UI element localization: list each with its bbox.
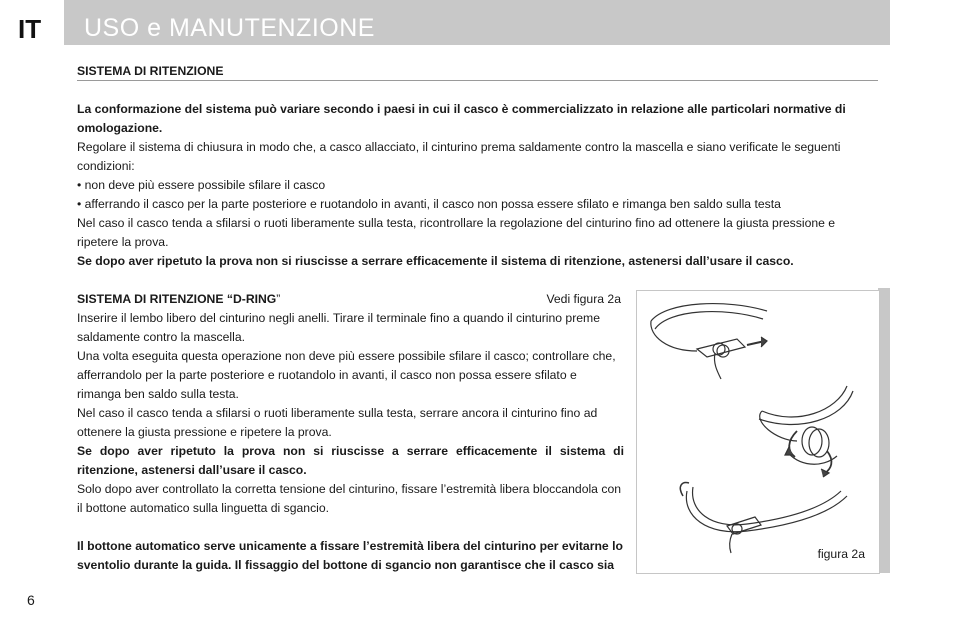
paragraph: Solo dopo aver controllato la corretta tensione del cinturino, fissare l’estremità libera bloccandola con il bottone automatico sulla linguetta di sgancio.: [77, 482, 621, 515]
bold-warning: Se dopo aver ripetuto la prova non si riuscisse a serrare efficacemente il sistema di ritenzione, astenersi dall’usare il casco.: [77, 444, 624, 477]
figure-caption: figura 2a: [817, 547, 865, 561]
d-ring-heading-row: [77, 290, 624, 309]
bold-intro: La conformazione del sistema può variare secondo i paesi in cui il casco è commercializzato in relazione alle particolari normative di omologazione.: [77, 102, 846, 135]
paragraph: Nel caso il casco tenda a sfilarsi o ruoti liberamente sulla testa, serrare ancora il cinturino fino ad ottenere la giusta pressione e ripetere la prova.: [77, 406, 598, 439]
page-title: USO e MANUTENZIONE: [84, 14, 375, 42]
paragraph: Nel caso il casco tenda a sfilarsi o ruoti liberamente sulla testa, ricontrollare la regolazione del cinturino fino ad ottenere la giusta pressione e ripetere la prova.: [77, 216, 836, 249]
section-retention-system-body: [77, 100, 878, 271]
figure-2a: [636, 290, 880, 574]
spacer: [77, 518, 624, 537]
paragraph: Regolare il sistema di chiusura in modo che, a casco allacciato, il cinturino prema saldamente contro la mascella e siano verificate le seguenti condizioni:: [77, 140, 841, 173]
figure-reference: Vedi figura 2a: [546, 292, 621, 306]
header-bar: [64, 0, 890, 45]
paragraph: Una volta eseguita questa operazione non deve più essere possibile sfilare il casco; controllare che, afferrandolo per la parte posteriore e ruotandolo in avanti, il casco non possa essere sfilato e rimanga ben saldo sulla testa.: [77, 349, 616, 401]
bold-warning: Se dopo aver ripetuto la prova non si riuscisse a serrare efficacemente il sistema di ritenzione, astenersi dall’usare il casco.: [77, 254, 794, 268]
bold-note: Il bottone automatico serve unicamente a fissare l’estremità libera del cinturino per evitarne lo sventolio durante la guida. Il fissaggio del bottone di sgancio non garantisce che il casco sia: [77, 539, 623, 572]
bullet-item: • afferrando il casco per la parte posteriore e ruotandolo in avanti, il casco non possa essere sfilato e rimanga ben saldo sulla testa: [77, 197, 781, 211]
section-title-retention-system: SISTEMA DI RITENZIONE: [77, 62, 878, 81]
d-ring-illustration: [637, 291, 879, 573]
section-d-ring-body: [77, 290, 624, 575]
language-label: IT: [18, 14, 42, 44]
paragraph: Inserire il lembo libero del cinturino negli anelli. Tirare il terminale fino a quando il cinturino preme saldamente contro la mascella.: [77, 311, 600, 344]
page-number: 6: [27, 592, 35, 608]
bullet-item: • non deve più essere possibile sfilare il casco: [77, 178, 326, 192]
section-title-d-ring: SISTEMA DI RITENZIONE “D-RING”: [77, 292, 281, 306]
